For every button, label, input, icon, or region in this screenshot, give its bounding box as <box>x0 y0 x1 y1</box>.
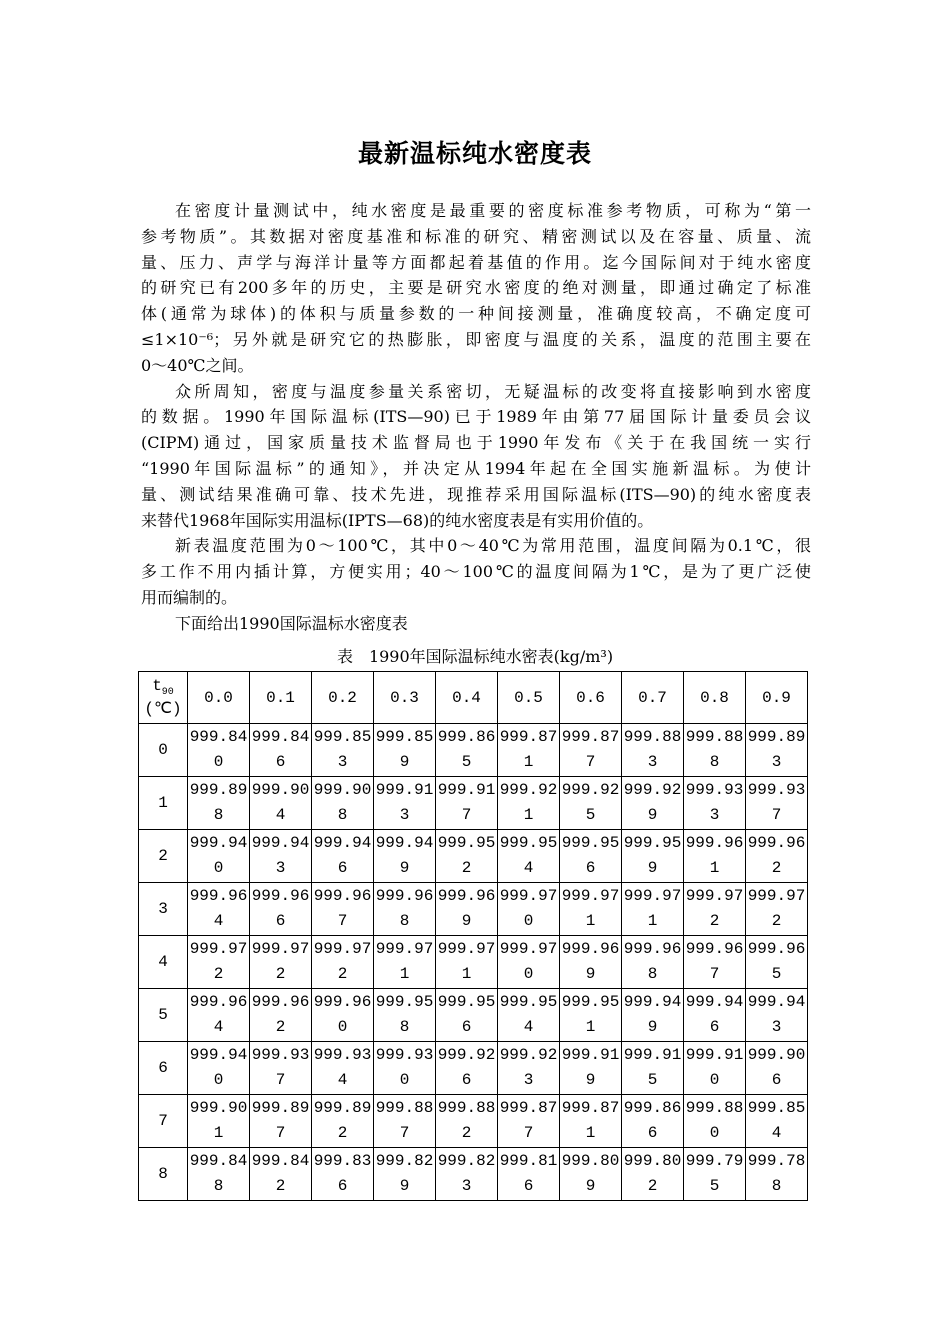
density-cell: 999.906 <box>746 1042 808 1095</box>
density-cell: 999.836 <box>312 1148 374 1201</box>
density-cell: 999.913 <box>374 777 436 830</box>
row-temperature: 6 <box>139 1042 188 1095</box>
density-cell: 999.871 <box>560 1095 622 1148</box>
table-row <box>139 830 808 883</box>
paragraph-line: 新表温度范围为0～100℃，其中0～40℃为常用范围，温度间隔为0.1℃，很 <box>175 536 811 556</box>
density-cell: 999.964 <box>188 883 250 936</box>
header-t-sub: 90 <box>161 687 174 699</box>
row-temperature: 7 <box>139 1095 188 1148</box>
paragraph-line: 参考物质”。其数据对密度基准和标准的研究、精密测试以及在容量、质量、流 <box>141 226 811 246</box>
density-cell: 999.829 <box>374 1148 436 1201</box>
density-cell: 999.969 <box>560 936 622 989</box>
density-cell: 999.968 <box>374 883 436 936</box>
table-row <box>139 1042 808 1095</box>
density-cell: 999.934 <box>312 1042 374 1095</box>
density-cell: 999.923 <box>498 1042 560 1095</box>
paragraph <box>141 533 811 610</box>
density-cell: 999.915 <box>622 1042 684 1095</box>
density-cell: 999.937 <box>746 777 808 830</box>
density-cell: 999.880 <box>684 1095 746 1148</box>
density-cell: 999.943 <box>250 830 312 883</box>
header-temperature <box>139 672 188 724</box>
density-cell: 999.910 <box>684 1042 746 1095</box>
density-cell: 999.854 <box>746 1095 808 1148</box>
density-cell: 999.949 <box>622 989 684 1042</box>
header-t: t <box>152 676 162 695</box>
column-header: 0.2 <box>312 672 374 724</box>
body-text <box>141 198 811 637</box>
density-cell: 999.795 <box>684 1148 746 1201</box>
table-row <box>139 936 808 989</box>
density-cell: 999.898 <box>188 777 250 830</box>
density-cell: 999.865 <box>436 724 498 777</box>
density-cell: 999.962 <box>746 830 808 883</box>
row-temperature: 4 <box>139 936 188 989</box>
density-cell: 999.940 <box>188 830 250 883</box>
density-cell: 999.840 <box>188 724 250 777</box>
density-cell: 999.971 <box>622 883 684 936</box>
paragraph-line: 0～40℃之间。 <box>141 355 254 375</box>
density-cell: 999.946 <box>684 989 746 1042</box>
column-header: 0.5 <box>498 672 560 724</box>
density-cell: 999.961 <box>684 830 746 883</box>
density-cell: 999.908 <box>312 777 374 830</box>
column-header: 0.8 <box>684 672 746 724</box>
table-row <box>139 989 808 1042</box>
density-cell: 999.866 <box>622 1095 684 1148</box>
paragraph-line: 的研究已有200多年的历史，主要是研究水密度的绝对测量，即通过确定了标准 <box>141 278 811 298</box>
column-header: 0.9 <box>746 672 808 724</box>
density-cell: 999.887 <box>374 1095 436 1148</box>
density-cell: 999.967 <box>684 936 746 989</box>
density-cell: 999.919 <box>560 1042 622 1095</box>
density-cell: 999.966 <box>250 883 312 936</box>
table-row <box>139 1095 808 1148</box>
paragraph-line: 体(通常为球体)的体积与质量参数的一种间接测量，准确度较高，不确定度可 <box>141 304 811 324</box>
table-row <box>139 724 808 777</box>
density-cell: 999.917 <box>436 777 498 830</box>
table-row <box>139 1148 808 1201</box>
density-cell: 999.940 <box>188 1042 250 1095</box>
density-cell: 999.972 <box>746 883 808 936</box>
density-cell: 999.958 <box>374 989 436 1042</box>
density-cell: 999.877 <box>560 724 622 777</box>
row-temperature: 8 <box>139 1148 188 1201</box>
density-cell: 999.946 <box>312 830 374 883</box>
density-cell: 999.893 <box>746 724 808 777</box>
row-temperature: 2 <box>139 830 188 883</box>
column-header: 0.3 <box>374 672 436 724</box>
column-header: 0.6 <box>560 672 622 724</box>
table-caption: 表 1990年国际温标纯水密表(kg/m³) <box>336 647 614 666</box>
density-cell: 999.930 <box>374 1042 436 1095</box>
density-cell: 999.901 <box>188 1095 250 1148</box>
density-cell: 999.968 <box>622 936 684 989</box>
paragraph <box>141 611 811 637</box>
density-cell: 999.972 <box>188 936 250 989</box>
density-cell: 999.871 <box>498 724 560 777</box>
density-cell: 999.892 <box>312 1095 374 1148</box>
paragraph-line: (CIPM)通过，国家质量技术监督局也于1990年发布《关于在我国统一实行 <box>141 433 811 453</box>
column-header: 0.4 <box>436 672 498 724</box>
density-cell: 999.972 <box>312 936 374 989</box>
column-header: 0.1 <box>250 672 312 724</box>
paragraph-line: 在密度计量测试中，纯水密度是最重要的密度标准参考物质，可称为“第一 <box>175 201 811 220</box>
density-cell: 999.960 <box>312 989 374 1042</box>
paragraph-line: ≤1×10⁻⁶；另外就是研究它的热膨胀，即密度与温度的关系，温度的范围主要在 <box>141 329 811 349</box>
density-cell: 999.921 <box>498 777 560 830</box>
density-cell: 999.882 <box>436 1095 498 1148</box>
row-temperature: 3 <box>139 883 188 936</box>
density-cell: 999.883 <box>622 724 684 777</box>
density-cell: 999.809 <box>560 1148 622 1201</box>
density-cell: 999.842 <box>250 1148 312 1201</box>
header-unit: (℃) <box>144 700 182 719</box>
paragraph-line: 的数据。1990年国际温标(ITS—90)已于1989年由第77届国际计量委员会议 <box>141 407 811 427</box>
density-cell: 999.802 <box>622 1148 684 1201</box>
table-row <box>139 883 808 936</box>
density-cell: 999.816 <box>498 1148 560 1201</box>
density-cell: 999.926 <box>436 1042 498 1095</box>
table-row <box>139 777 808 830</box>
density-cell: 999.888 <box>684 724 746 777</box>
density-cell: 999.949 <box>374 830 436 883</box>
density-cell: 999.965 <box>746 936 808 989</box>
density-cell: 999.943 <box>746 989 808 1042</box>
density-cell: 999.962 <box>250 989 312 1042</box>
paragraph-line: 来替代1968年国际实用温标(IPTS—68)的纯水密度表是有实用价值的。 <box>141 510 654 530</box>
density-cell: 999.823 <box>436 1148 498 1201</box>
paragraph-line: 用而编制的。 <box>141 587 238 607</box>
density-cell: 999.853 <box>312 724 374 777</box>
paragraph-line: 多工作不用内插计算，方便实用；40～100℃的温度间隔为1℃，是为了更广泛使 <box>141 562 811 582</box>
density-cell: 999.788 <box>746 1148 808 1201</box>
density-cell: 999.964 <box>188 989 250 1042</box>
density-cell: 999.951 <box>560 989 622 1042</box>
density-cell: 999.970 <box>498 883 560 936</box>
density-cell: 999.972 <box>250 936 312 989</box>
row-temperature: 5 <box>139 989 188 1042</box>
density-cell: 999.877 <box>498 1095 560 1148</box>
paragraph-line: 量、压力、声学与海洋计量等方面都起着基值的作用。迄今国际间对于纯水密度 <box>141 252 811 272</box>
paragraph <box>141 198 811 379</box>
row-temperature: 1 <box>139 777 188 830</box>
density-cell: 999.971 <box>436 936 498 989</box>
density-cell: 999.859 <box>374 724 436 777</box>
density-cell: 999.956 <box>560 830 622 883</box>
density-cell: 999.954 <box>498 830 560 883</box>
density-cell: 999.929 <box>622 777 684 830</box>
density-cell: 999.971 <box>560 883 622 936</box>
column-header: 0.0 <box>188 672 250 724</box>
density-cell: 999.848 <box>188 1148 250 1201</box>
paragraph <box>141 379 811 534</box>
paragraph-line: 众所周知，密度与温度参量关系密切，无疑温标的改变将直接影响到水密度 <box>175 381 811 401</box>
paragraph-line: 下面给出1990国际温标水密度表 <box>175 613 408 633</box>
density-cell: 999.967 <box>312 883 374 936</box>
paragraph-line: 量、测试结果准确可靠、技术先进，现推荐采用国际温标(ITS—90)的纯水密度表 <box>141 484 811 504</box>
density-cell: 999.904 <box>250 777 312 830</box>
density-cell: 999.925 <box>560 777 622 830</box>
column-header: 0.7 <box>622 672 684 724</box>
density-cell: 999.971 <box>374 936 436 989</box>
density-cell: 999.972 <box>684 883 746 936</box>
density-table <box>138 671 808 1201</box>
paragraph-line: “1990年国际温标”的通知》，并决定从1994年起在全国实施新温标。为使计 <box>141 458 811 478</box>
density-cell: 999.969 <box>436 883 498 936</box>
density-cell: 999.897 <box>250 1095 312 1148</box>
density-cell: 999.933 <box>684 777 746 830</box>
table-header-row <box>139 672 808 724</box>
row-temperature: 0 <box>139 724 188 777</box>
density-cell: 999.954 <box>498 989 560 1042</box>
page-title: 最新温标纯水密度表 <box>357 139 592 168</box>
density-cell: 999.956 <box>436 989 498 1042</box>
density-cell: 999.952 <box>436 830 498 883</box>
density-cell: 999.846 <box>250 724 312 777</box>
density-cell: 999.959 <box>622 830 684 883</box>
density-cell: 999.970 <box>498 936 560 989</box>
density-cell: 999.937 <box>250 1042 312 1095</box>
